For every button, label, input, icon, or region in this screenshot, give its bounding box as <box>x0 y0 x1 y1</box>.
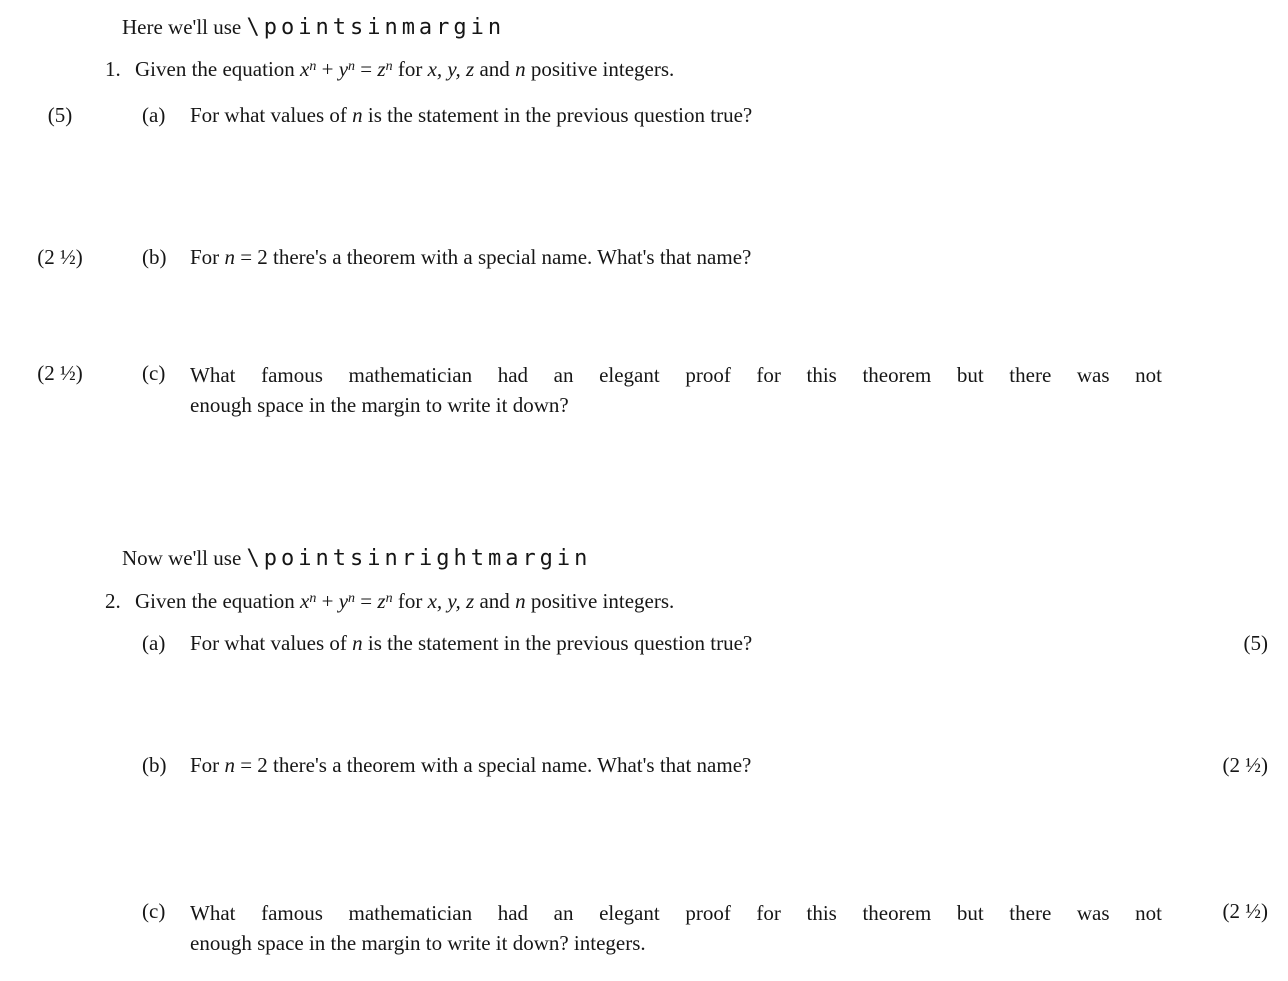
question2a-points-badge: (5) <box>1243 631 1268 655</box>
section2-intro-line <box>122 545 591 572</box>
part-c-label: (c) <box>142 899 166 923</box>
part-c-line1: What famous mathematician had an elegant proof for this theorem but there was not <box>190 363 1162 387</box>
section2-intro-text: Now we'll use <box>122 546 247 570</box>
section1-intro-text: Here we'll use <box>122 15 247 39</box>
question2-text: Given the equation $x^n + y^n = z^n$ for x, y, z and n positive integers. <box>135 589 675 613</box>
question1a-points-badge: (5) <box>47 103 73 127</box>
section1-latex-command: \pointsinmargin <box>246 15 506 40</box>
question2b-points-badge: (2 ½) <box>1222 753 1268 777</box>
part-c-line2: enough space in the margin to write it down? <box>190 393 569 417</box>
question1b-points-badge: (2 ½) <box>37 245 83 269</box>
question1-part-a <box>142 102 1167 128</box>
part-b-text: For n = 2 there's a theorem with a special name. What's that name? <box>190 245 752 269</box>
part-c-text <box>190 360 1162 420</box>
part-c-label: (c) <box>142 361 166 385</box>
question1-number: 1. <box>105 57 121 81</box>
question1-part-b <box>142 244 1167 270</box>
part-c-line1: What famous mathematician had an elegant proof for this theorem but there was not <box>190 901 1162 925</box>
question2-header <box>105 588 674 618</box>
part-a-label: (a) <box>142 631 166 655</box>
question2c-points-badge: (2 ½) <box>1222 899 1268 923</box>
part-a-text: For what values of n is the statement in the previous question true? <box>190 631 753 655</box>
part-a-label: (a) <box>142 103 166 127</box>
part-a-text: For what values of n is the statement in the previous question true? <box>190 103 753 127</box>
question2-part-a <box>142 630 1167 656</box>
part-c-line2: enough space in the margin to write it down? integers. <box>190 931 646 955</box>
part-b-label: (b) <box>142 245 167 269</box>
question1-part-c <box>142 360 1167 420</box>
section1-intro-line <box>122 14 505 41</box>
question1-text: Given the equation $x^n + y^n = z^n$ for x, y, z and n positive integers. <box>135 57 675 81</box>
question2-number: 2. <box>105 589 121 613</box>
part-b-label: (b) <box>142 753 167 777</box>
part-c-text <box>190 898 1162 958</box>
question1c-points-badge: (2 ½) <box>37 361 83 385</box>
section2-latex-command: \pointsinrightmargin <box>246 546 592 571</box>
part-b-text: For n = 2 there's a theorem with a special name. What's that name? <box>190 753 752 777</box>
question1-header <box>105 56 674 86</box>
question2-part-b <box>142 752 1167 778</box>
question2-part-c <box>142 898 1167 958</box>
